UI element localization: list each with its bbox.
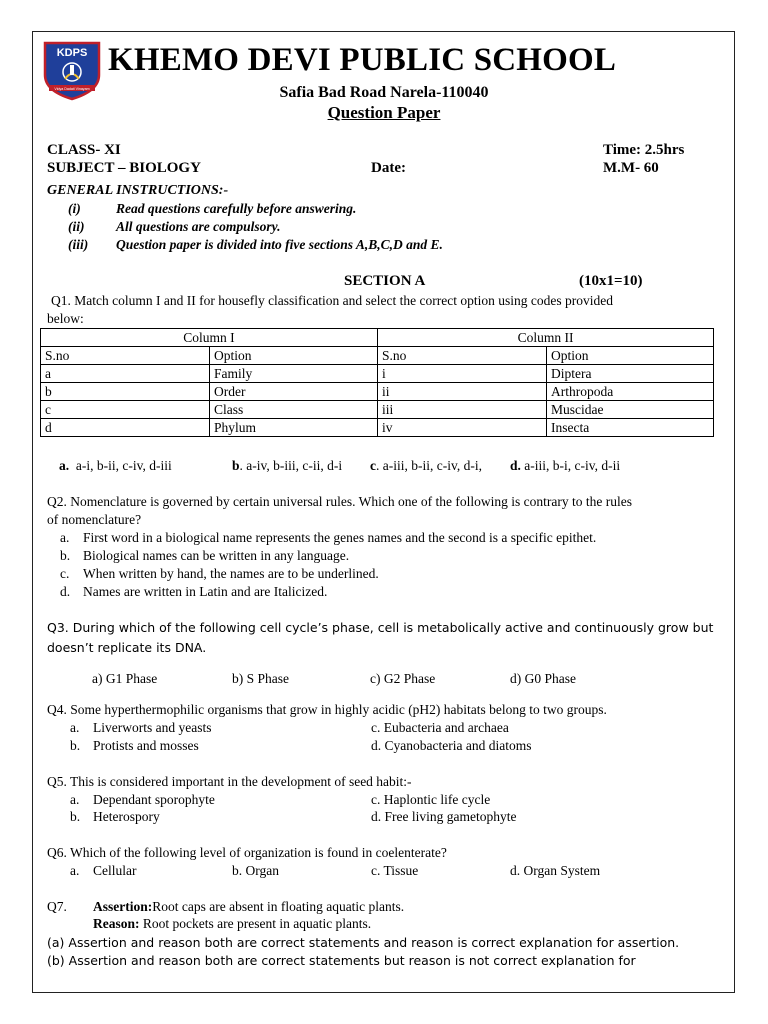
q4-option-b: Protists and mosses (93, 738, 199, 753)
q5-option-b: Heterospory (93, 809, 160, 824)
question-2-text: Q2. Nomenclature is governed by certain universal rules. Which one of the following is contrary to the rules (47, 494, 632, 509)
table-cell: S.no (378, 347, 547, 365)
question-6-text: Q6. Which of the following level of organization is found in coelenterate? (47, 845, 447, 860)
paper-title: Question Paper (327, 103, 441, 122)
q2-option-text: Names are written in Latin and are Italicized. (83, 584, 328, 599)
instruction-number: (i) (68, 201, 81, 216)
q4-option-letter: b. (70, 738, 81, 753)
q3-option-b: b) S Phase (232, 671, 289, 686)
question-1-text: Q1. Match column I and II for housefly classification and select the correct option using codes provided (51, 293, 613, 308)
q4-option-c: c. Eubacteria and archaea (371, 720, 509, 735)
q3-option-d: d) G0 Phase (510, 671, 576, 686)
q6-option-letter: a. (70, 863, 80, 878)
q5-option-d: d. Free living gametophyte (371, 809, 517, 824)
logo-text: KDPS (56, 47, 88, 59)
question-4-text: Q4. Some hyperthermophilic organisms that grow in highly acidic (pH2) habitats belong to two groups. (47, 702, 607, 717)
assertion-line (93, 899, 404, 915)
q1-option-c (370, 458, 482, 474)
q2-option-letter: d. (60, 584, 71, 599)
reason-label: Reason: (93, 916, 140, 931)
table-cell: d (41, 419, 210, 437)
instruction-text: Read questions carefully before answering. (116, 201, 357, 216)
table-header-row (41, 329, 714, 347)
table-cell: b (41, 383, 210, 401)
table-cell: Phylum (210, 419, 378, 437)
table-row (41, 401, 714, 419)
table-cell: Insecta (547, 419, 714, 437)
reason-text: Root pockets are present in aquatic plants. (139, 916, 372, 931)
table-cell: Option (210, 347, 378, 365)
option-letter: a. (59, 458, 70, 473)
logo-motto: Vidya Dadati Vinayam (54, 87, 90, 91)
q3-option-c: c) G2 Phase (370, 671, 436, 686)
match-table (40, 328, 714, 437)
option-letter: b (232, 458, 240, 473)
question-3-text: Q3. During which of the following cell cycle’s phase, cell is metabolically active and continuously grow but (47, 620, 714, 635)
q1-option-b (232, 458, 342, 474)
table-cell: Arthropoda (547, 383, 714, 401)
column-2-header: Column II (378, 329, 714, 347)
table-cell: Option (547, 347, 714, 365)
instruction-text: Question paper is divided into five sections A,B,C,D and E. (116, 237, 443, 252)
q2-option-text: Biological names can be written in any language. (83, 548, 350, 563)
school-address: Safia Bad Road Narela-110040 (279, 84, 489, 101)
q4-option-d: d. Cyanobacteria and diatoms (371, 738, 532, 753)
option-text: a-iii, b-i, c-iv, d-ii (524, 458, 621, 473)
reason-line (93, 916, 371, 932)
table-cell: Family (210, 365, 378, 383)
question-5-text: Q5. This is considered important in the development of seed habit:- (47, 774, 412, 789)
q2-option-letter: a. (60, 530, 70, 545)
q2-option-text: When written by hand, the names are to be underlined. (83, 566, 379, 581)
q6-option-d: d. Organ System (510, 863, 601, 878)
table-cell: Diptera (547, 365, 714, 383)
q1-option-d (510, 458, 620, 474)
q6-option-b: b. Organ (232, 863, 279, 878)
instruction-text: All questions are compulsory. (116, 219, 281, 234)
question-3-text-cont: doesn’t replicate its DNA. (47, 640, 207, 655)
assertion-label: Assertion: (93, 899, 153, 914)
instruction-number: (ii) (68, 219, 85, 234)
assertion-text: Root caps are absent in floating aquatic plants. (152, 899, 405, 914)
table-row (41, 365, 714, 383)
q7-option-a: (a) Assertion and reason both are correct statements and reason is correct explanation for assertion. (47, 935, 680, 950)
option-letter: c (370, 458, 376, 473)
option-letter: d. (510, 458, 521, 473)
table-cell: Class (210, 401, 378, 419)
table-cell: a (41, 365, 210, 383)
q7-option-b: (b) Assertion and reason both are correct statements but reason is not correct explanation for (47, 953, 636, 968)
q6-option-c: c. Tissue (371, 863, 419, 878)
q5-option-letter: b. (70, 809, 81, 824)
table-row (41, 419, 714, 437)
instructions-title: GENERAL INSTRUCTIONS:- (47, 183, 229, 198)
section-a-marks: (10x1=10) (579, 273, 643, 289)
table-cell: ii (378, 383, 547, 401)
table-cell: S.no (41, 347, 210, 365)
table-cell: c (41, 401, 210, 419)
school-name: KHEMO DEVI PUBLIC SCHOOL (108, 42, 617, 78)
table-cell: i (378, 365, 547, 383)
q1-option-a (59, 458, 172, 474)
date-label: Date: (371, 160, 406, 176)
max-marks-label: M.M- 60 (603, 160, 659, 176)
q5-option-a: Dependant sporophyte (93, 792, 215, 807)
section-a-title: SECTION A (344, 273, 426, 289)
subject-label: SUBJECT – BIOLOGY (47, 160, 201, 176)
q5-option-letter: a. (70, 792, 80, 807)
table-cell: Muscidae (547, 401, 714, 419)
q2-option-text: First word in a biological name represents the genes names and the second is a specific epithet. (83, 530, 597, 545)
q4-option-letter: a. (70, 720, 80, 735)
time-label: Time: 2.5hrs (603, 142, 685, 158)
option-text: . a-iv, b-iii, c-ii, d-i (239, 458, 343, 473)
q5-option-c: c. Haplontic life cycle (371, 792, 491, 807)
option-text: a-i, b-ii, c-iv, d-iii (75, 458, 172, 473)
option-text: . a-iii, b-ii, c-iv, d-i, (376, 458, 482, 473)
class-label: CLASS- XI (47, 142, 121, 158)
table-cell: iv (378, 419, 547, 437)
table-subheader-row (41, 347, 714, 365)
q3-option-a: a) G1 Phase (92, 671, 158, 686)
question-1-text-cont: below: (47, 311, 84, 326)
q2-option-letter: c. (60, 566, 70, 581)
question-7-number: Q7. (47, 899, 67, 914)
q2-option-letter: b. (60, 548, 71, 563)
table-row (41, 383, 714, 401)
table-cell: iii (378, 401, 547, 419)
instruction-number: (iii) (68, 237, 89, 252)
q4-option-a: Liverworts and yeasts (93, 720, 212, 735)
question-2-text-cont: of nomenclature? (47, 512, 142, 527)
q6-option-a: Cellular (93, 863, 137, 878)
table-cell: Order (210, 383, 378, 401)
column-1-header: Column I (41, 329, 378, 347)
